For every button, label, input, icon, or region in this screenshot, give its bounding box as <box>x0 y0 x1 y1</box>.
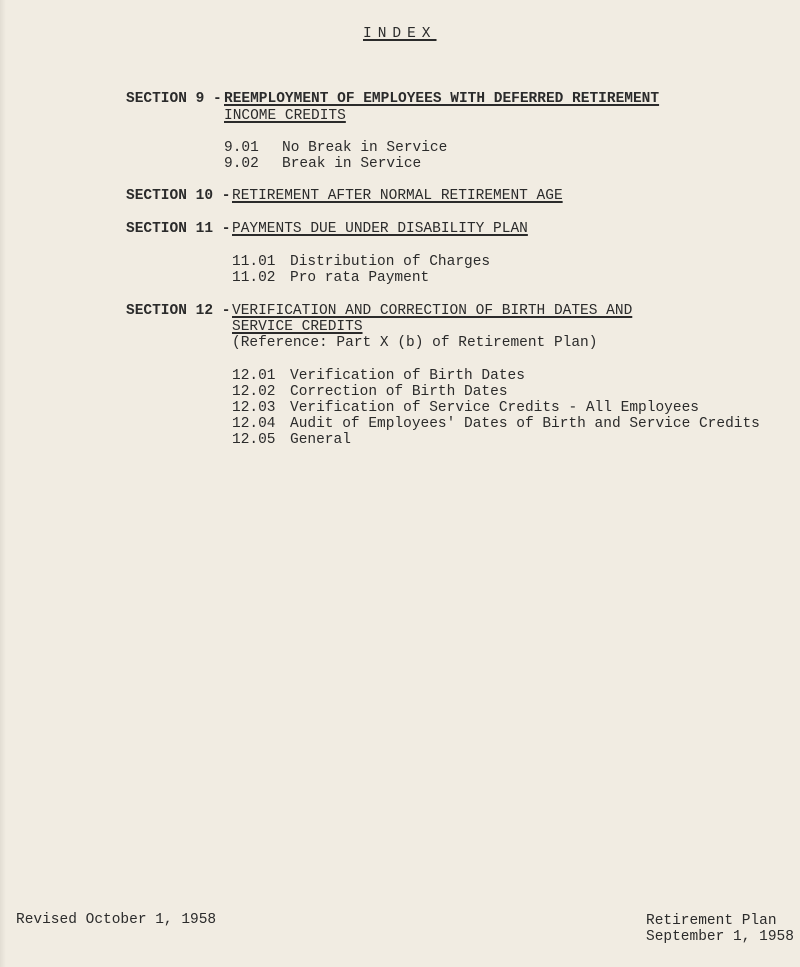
item-number: 12.05 <box>232 432 276 448</box>
section-10-heading: RETIREMENT AFTER NORMAL RETIREMENT AGE <box>232 188 563 204</box>
footer-revised-date: Revised October 1, 1958 <box>16 912 217 928</box>
section-10-label: SECTION 10 - <box>126 188 231 204</box>
list-item <box>232 270 429 286</box>
list-item <box>232 254 490 270</box>
item-text: Verification of Birth Dates <box>290 368 525 384</box>
item-number: 11.01 <box>232 254 276 270</box>
section-12-reference: (Reference: Part X (b) of Retirement Plan) <box>232 335 598 351</box>
item-text: General <box>290 432 351 448</box>
item-text: Verification of Service Credits - All Employees <box>290 400 699 416</box>
list-item <box>232 368 525 384</box>
section-9-label: SECTION 9 - <box>126 91 222 107</box>
item-number: 12.03 <box>232 400 276 416</box>
item-number: 12.01 <box>232 368 276 384</box>
item-text: Pro rata Payment <box>290 270 430 286</box>
item-number: 9.02 <box>224 156 259 172</box>
section-12-label: SECTION 12 - <box>126 303 231 319</box>
item-number: 12.04 <box>232 416 276 432</box>
list-item <box>224 140 447 156</box>
list-item <box>224 156 421 172</box>
list-item <box>232 432 351 448</box>
footer-plan-date: September 1, 1958 <box>646 929 794 945</box>
section-9-heading-line1: REEMPLOYMENT OF EMPLOYEES WITH DEFERRED RETIREMENT <box>224 91 660 107</box>
page-edge-shadow <box>0 0 6 967</box>
list-item <box>232 416 760 432</box>
section-9-heading-line2: INCOME CREDITS <box>224 108 346 124</box>
item-text: Audit of Employees' Dates of Birth and Service Credits <box>290 416 760 432</box>
section-11-label: SECTION 11 - <box>126 221 231 237</box>
list-item <box>232 384 508 400</box>
section-11-heading: PAYMENTS DUE UNDER DISABILITY PLAN <box>232 221 528 237</box>
footer-plan-name: Retirement Plan <box>646 913 777 929</box>
item-text: Break in Service <box>282 156 422 172</box>
item-number: 12.02 <box>232 384 276 400</box>
section-12-heading-line2: SERVICE CREDITS <box>232 319 363 335</box>
list-item <box>232 400 699 416</box>
item-text: Distribution of Charges <box>290 254 491 270</box>
item-number: 9.01 <box>224 140 259 156</box>
page-title: INDEX <box>363 26 437 42</box>
item-text: Correction of Birth Dates <box>290 384 508 400</box>
item-text: No Break in Service <box>282 140 448 156</box>
item-number: 11.02 <box>232 270 276 286</box>
section-12-heading-line1: VERIFICATION AND CORRECTION OF BIRTH DATES AND <box>232 303 633 319</box>
